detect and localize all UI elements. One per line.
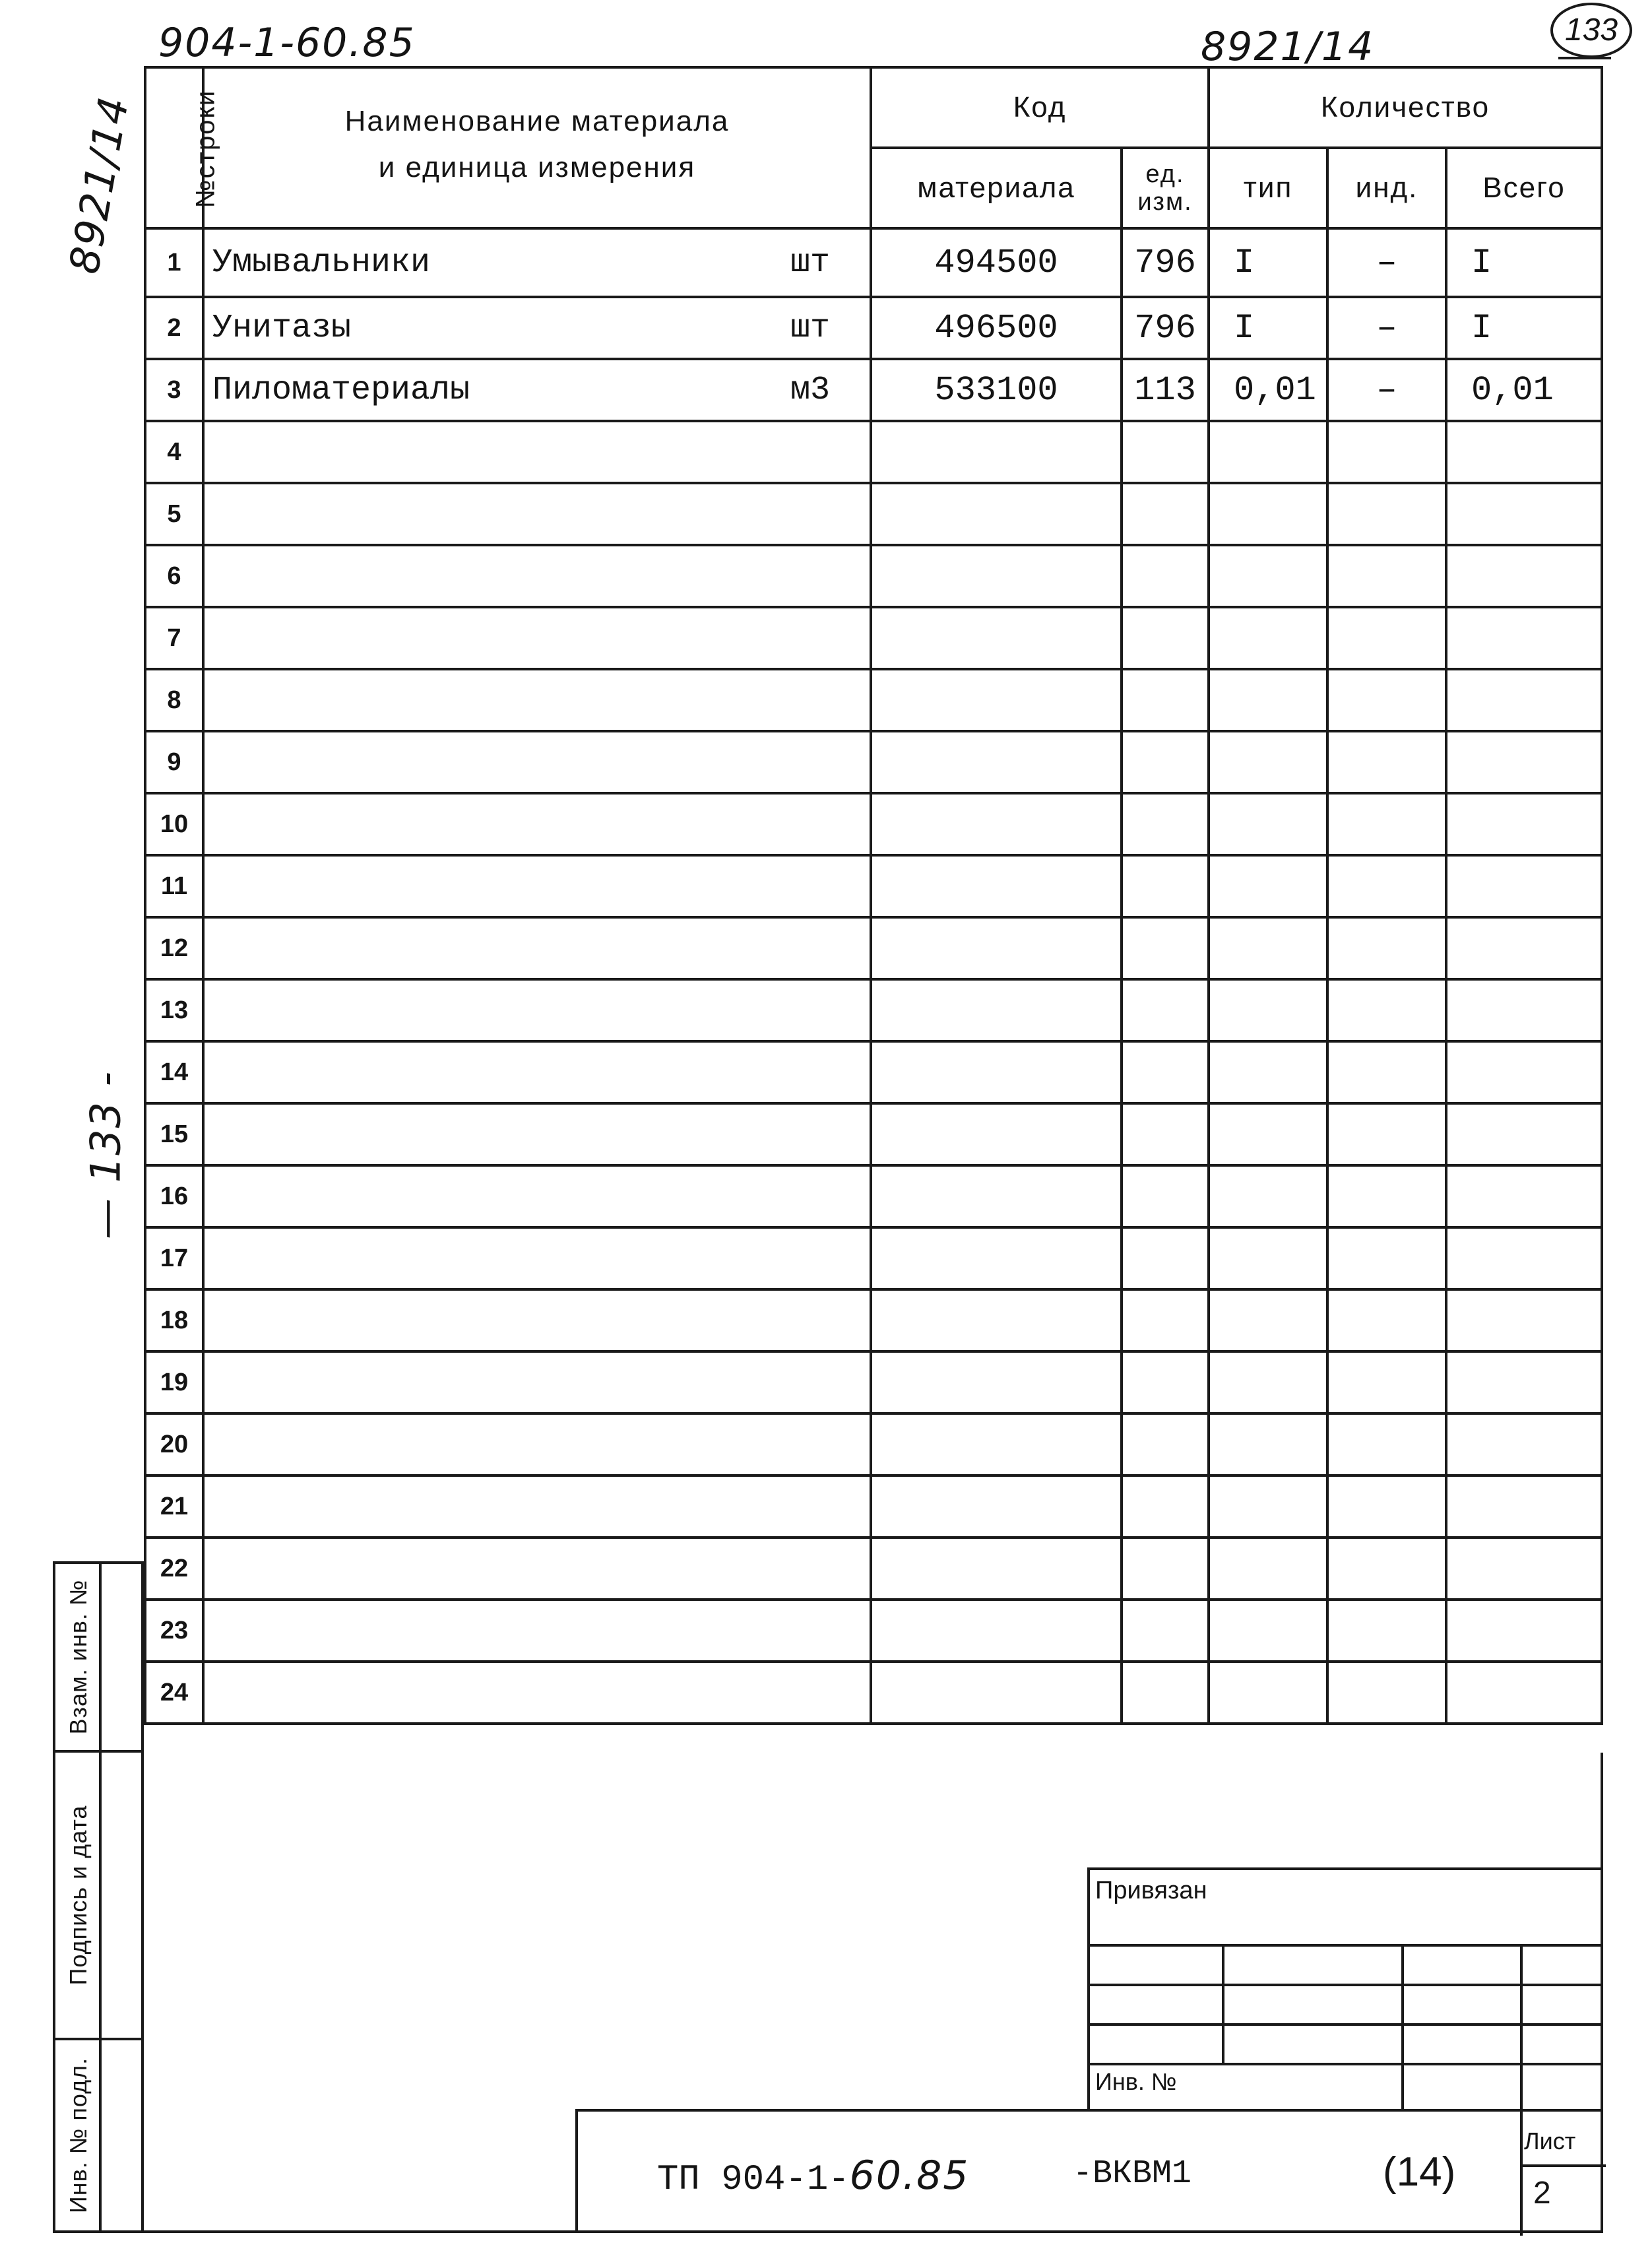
material-code bbox=[871, 483, 1122, 545]
material-name bbox=[203, 731, 871, 793]
table-row bbox=[145, 607, 1602, 669]
qty-type bbox=[1209, 545, 1327, 607]
margin-vzam: Взам. инв. № bbox=[53, 1561, 144, 1753]
material-name bbox=[203, 917, 871, 979]
header-code: Код bbox=[871, 67, 1209, 148]
left-vertical-number: 8921/14 bbox=[59, 92, 139, 278]
material-name bbox=[203, 1289, 871, 1351]
qty-type bbox=[1209, 1103, 1327, 1165]
list-label: Лист bbox=[1524, 2127, 1576, 2155]
table-row bbox=[145, 1351, 1602, 1413]
qty-type bbox=[1209, 607, 1327, 669]
table-row bbox=[145, 1538, 1602, 1600]
materials-table bbox=[144, 66, 1603, 1725]
qty-ind bbox=[1327, 1227, 1446, 1289]
table-row bbox=[145, 1289, 1602, 1351]
qty-total: I bbox=[1446, 228, 1602, 297]
qty-total bbox=[1446, 607, 1602, 669]
qty-ind bbox=[1327, 1662, 1446, 1724]
table-row bbox=[145, 731, 1602, 793]
qty-type bbox=[1209, 979, 1327, 1041]
qty-total bbox=[1446, 1227, 1602, 1289]
material-code bbox=[871, 855, 1122, 917]
row-number: 20 bbox=[145, 1413, 203, 1475]
qty-ind bbox=[1327, 979, 1446, 1041]
table-row bbox=[145, 421, 1602, 483]
row-number: 17 bbox=[145, 1227, 203, 1289]
material-code: 533100 bbox=[871, 359, 1122, 421]
material-code bbox=[871, 979, 1122, 1041]
doc-page: (14) bbox=[1383, 2149, 1456, 2195]
material-code bbox=[871, 1041, 1122, 1103]
qty-total bbox=[1446, 979, 1602, 1041]
row-number: 14 bbox=[145, 1041, 203, 1103]
material-name bbox=[203, 359, 871, 421]
qty-type bbox=[1209, 1165, 1327, 1227]
stamp-title-block bbox=[575, 2109, 1603, 2233]
table-row bbox=[145, 1475, 1602, 1538]
doc-prefix: ТП 904-1- bbox=[657, 2160, 850, 2200]
qty-total bbox=[1446, 1103, 1602, 1165]
qty-ind bbox=[1327, 855, 1446, 917]
qty-ind bbox=[1327, 1351, 1446, 1413]
table-row bbox=[145, 669, 1602, 731]
material-name bbox=[203, 1600, 871, 1662]
material-code bbox=[871, 1538, 1122, 1600]
qty-ind bbox=[1327, 1413, 1446, 1475]
unit-code bbox=[1122, 1351, 1209, 1413]
material-code bbox=[871, 1413, 1122, 1475]
qty-type bbox=[1209, 1600, 1327, 1662]
qty-type bbox=[1209, 669, 1327, 731]
qty-total bbox=[1446, 793, 1602, 855]
qty-type bbox=[1209, 1538, 1327, 1600]
header-code-unit: ед. изм. bbox=[1122, 148, 1209, 228]
qty-type bbox=[1209, 1289, 1327, 1351]
unit-code bbox=[1122, 607, 1209, 669]
qty-total bbox=[1446, 1662, 1602, 1724]
row-number: 23 bbox=[145, 1600, 203, 1662]
material-name bbox=[203, 669, 871, 731]
table-row bbox=[145, 483, 1602, 545]
material-name-text: Пиломатериалы bbox=[212, 371, 470, 409]
qty-type bbox=[1209, 1475, 1327, 1538]
row-number: 15 bbox=[145, 1103, 203, 1165]
qty-total bbox=[1446, 917, 1602, 979]
unit-code bbox=[1122, 1662, 1209, 1724]
material-name bbox=[203, 979, 871, 1041]
unit-code bbox=[1122, 979, 1209, 1041]
qty-type bbox=[1209, 917, 1327, 979]
qty-total bbox=[1446, 421, 1602, 483]
table-row bbox=[145, 1600, 1602, 1662]
material-name bbox=[203, 793, 871, 855]
left-page-marker: — 133 - bbox=[81, 1070, 130, 1240]
row-number: 2 bbox=[145, 297, 203, 359]
unit-code bbox=[1122, 731, 1209, 793]
material-name-text: Умывальники bbox=[212, 243, 431, 282]
row-number: 18 bbox=[145, 1289, 203, 1351]
unit-code bbox=[1122, 669, 1209, 731]
material-name bbox=[203, 228, 871, 297]
header-name: Наименование материала и единица измерения bbox=[203, 67, 871, 228]
unit-code bbox=[1122, 421, 1209, 483]
material-code bbox=[871, 1351, 1122, 1413]
row-number: 3 bbox=[145, 359, 203, 421]
table-row bbox=[145, 917, 1602, 979]
table-row bbox=[145, 1103, 1602, 1165]
row-number: 13 bbox=[145, 979, 203, 1041]
material-name bbox=[203, 1475, 871, 1538]
qty-total bbox=[1446, 1538, 1602, 1600]
unit-code bbox=[1122, 1289, 1209, 1351]
unit-code bbox=[1122, 1413, 1209, 1475]
qty-total bbox=[1446, 1413, 1602, 1475]
row-number: 6 bbox=[145, 545, 203, 607]
header-code-material: материала bbox=[871, 148, 1122, 228]
row-number: 10 bbox=[145, 793, 203, 855]
table-row bbox=[145, 1413, 1602, 1475]
header-row-no: №строки bbox=[145, 67, 203, 228]
material-code: 494500 bbox=[871, 228, 1122, 297]
row-number: 8 bbox=[145, 669, 203, 731]
table-row bbox=[145, 1165, 1602, 1227]
qty-type bbox=[1209, 1227, 1327, 1289]
table-row bbox=[145, 1662, 1602, 1724]
unit-code bbox=[1122, 1227, 1209, 1289]
unit-code bbox=[1122, 793, 1209, 855]
material-unit: шт bbox=[790, 243, 830, 282]
unit-code bbox=[1122, 1538, 1209, 1600]
unit-code bbox=[1122, 1475, 1209, 1538]
material-name bbox=[203, 1165, 871, 1227]
row-number: 11 bbox=[145, 855, 203, 917]
qty-total bbox=[1446, 1475, 1602, 1538]
material-unit: м3 bbox=[790, 371, 830, 409]
unit-code: 796 bbox=[1122, 228, 1209, 297]
table-row bbox=[145, 793, 1602, 855]
material-name-text: Унитазы bbox=[212, 309, 352, 347]
material-code bbox=[871, 607, 1122, 669]
qty-total: I bbox=[1446, 297, 1602, 359]
qty-ind bbox=[1327, 669, 1446, 731]
unit-code bbox=[1122, 1041, 1209, 1103]
material-code bbox=[871, 545, 1122, 607]
row-number: 7 bbox=[145, 607, 203, 669]
doc-number: 60.85 bbox=[849, 2153, 970, 2199]
qty-type bbox=[1209, 731, 1327, 793]
qty-total bbox=[1446, 545, 1602, 607]
material-unit: шт bbox=[790, 309, 830, 347]
unit-code: 113 bbox=[1122, 359, 1209, 421]
row-number: 4 bbox=[145, 421, 203, 483]
qty-ind bbox=[1327, 483, 1446, 545]
row-number: 12 bbox=[145, 917, 203, 979]
row-number: 5 bbox=[145, 483, 203, 545]
header-quantity: Количество bbox=[1209, 67, 1602, 148]
material-code bbox=[871, 1227, 1122, 1289]
header-qty-type: тип bbox=[1209, 148, 1327, 228]
qty-total bbox=[1446, 1289, 1602, 1351]
qty-ind bbox=[1327, 917, 1446, 979]
material-name bbox=[203, 1351, 871, 1413]
material-code bbox=[871, 1662, 1122, 1724]
qty-ind bbox=[1327, 421, 1446, 483]
qty-total bbox=[1446, 1351, 1602, 1413]
material-name bbox=[203, 545, 871, 607]
qty-ind: – bbox=[1327, 359, 1446, 421]
material-name bbox=[203, 607, 871, 669]
qty-type bbox=[1209, 1413, 1327, 1475]
table-row bbox=[145, 979, 1602, 1041]
unit-code bbox=[1122, 545, 1209, 607]
qty-ind: – bbox=[1327, 228, 1446, 297]
material-name bbox=[203, 483, 871, 545]
material-name bbox=[203, 1538, 871, 1600]
qty-ind: – bbox=[1327, 297, 1446, 359]
qty-type bbox=[1209, 855, 1327, 917]
table-row bbox=[145, 545, 1602, 607]
row-number: 19 bbox=[145, 1351, 203, 1413]
qty-total bbox=[1446, 1165, 1602, 1227]
material-code bbox=[871, 421, 1122, 483]
material-code bbox=[871, 1289, 1122, 1351]
unit-code bbox=[1122, 1165, 1209, 1227]
qty-ind bbox=[1327, 1538, 1446, 1600]
qty-type bbox=[1209, 421, 1327, 483]
qty-ind bbox=[1327, 793, 1446, 855]
row-number: 24 bbox=[145, 1662, 203, 1724]
qty-ind bbox=[1327, 607, 1446, 669]
table-row bbox=[145, 359, 1602, 421]
material-name bbox=[203, 1227, 871, 1289]
header-qty-total: Всего bbox=[1446, 148, 1602, 228]
material-code bbox=[871, 1165, 1122, 1227]
qty-ind bbox=[1327, 1041, 1446, 1103]
qty-type bbox=[1209, 1041, 1327, 1103]
header-qty-ind: инд. bbox=[1327, 148, 1446, 228]
doc-suffix: -ВКВМ1 bbox=[1073, 2155, 1192, 2193]
table-row bbox=[145, 228, 1602, 297]
qty-type bbox=[1209, 483, 1327, 545]
qty-type bbox=[1209, 1351, 1327, 1413]
material-name bbox=[203, 1413, 871, 1475]
row-number: 1 bbox=[145, 228, 203, 297]
material-name bbox=[203, 421, 871, 483]
top-right-number: 8921/14 bbox=[1201, 24, 1375, 70]
qty-total bbox=[1446, 1600, 1602, 1662]
qty-total bbox=[1446, 731, 1602, 793]
table-row bbox=[145, 1041, 1602, 1103]
page-circle: 133 bbox=[1550, 3, 1632, 58]
row-number: 21 bbox=[145, 1475, 203, 1538]
qty-ind bbox=[1327, 731, 1446, 793]
unit-code bbox=[1122, 483, 1209, 545]
table-row bbox=[145, 1227, 1602, 1289]
qty-type bbox=[1209, 793, 1327, 855]
qty-total: 0,01 bbox=[1446, 359, 1602, 421]
list-value: 2 bbox=[1533, 2176, 1551, 2211]
qty-ind bbox=[1327, 1475, 1446, 1538]
qty-type: 0,01 bbox=[1209, 359, 1327, 421]
material-code bbox=[871, 1475, 1122, 1538]
qty-type: I bbox=[1209, 297, 1327, 359]
material-name bbox=[203, 855, 871, 917]
qty-total bbox=[1446, 855, 1602, 917]
unit-code bbox=[1122, 1600, 1209, 1662]
unit-code bbox=[1122, 917, 1209, 979]
margin-podpis: Подпись и дата bbox=[53, 1750, 144, 2040]
qty-ind bbox=[1327, 1103, 1446, 1165]
material-name bbox=[203, 1041, 871, 1103]
qty-ind bbox=[1327, 1289, 1446, 1351]
material-code bbox=[871, 917, 1122, 979]
unit-code bbox=[1122, 855, 1209, 917]
row-number: 9 bbox=[145, 731, 203, 793]
material-name bbox=[203, 1103, 871, 1165]
material-code bbox=[871, 669, 1122, 731]
table-row bbox=[145, 855, 1602, 917]
qty-total bbox=[1446, 483, 1602, 545]
qty-ind bbox=[1327, 545, 1446, 607]
qty-ind bbox=[1327, 1600, 1446, 1662]
qty-ind bbox=[1327, 1165, 1446, 1227]
qty-type: I bbox=[1209, 228, 1327, 297]
material-code bbox=[871, 1103, 1122, 1165]
material-code: 496500 bbox=[871, 297, 1122, 359]
material-name bbox=[203, 297, 871, 359]
top-left-number: 904-1-60.85 bbox=[158, 20, 416, 66]
material-code bbox=[871, 793, 1122, 855]
stamp-privyazan: Привязан Инв. № bbox=[1087, 1867, 1603, 2112]
qty-total bbox=[1446, 1041, 1602, 1103]
row-number: 16 bbox=[145, 1165, 203, 1227]
unit-code: 796 bbox=[1122, 297, 1209, 359]
unit-code bbox=[1122, 1103, 1209, 1165]
row-number: 22 bbox=[145, 1538, 203, 1600]
qty-total bbox=[1446, 669, 1602, 731]
material-name bbox=[203, 1662, 871, 1724]
material-code bbox=[871, 1600, 1122, 1662]
table-row bbox=[145, 297, 1602, 359]
qty-type bbox=[1209, 1662, 1327, 1724]
margin-inv-podl: Инв. № подл. bbox=[53, 2038, 144, 2233]
material-code bbox=[871, 731, 1122, 793]
